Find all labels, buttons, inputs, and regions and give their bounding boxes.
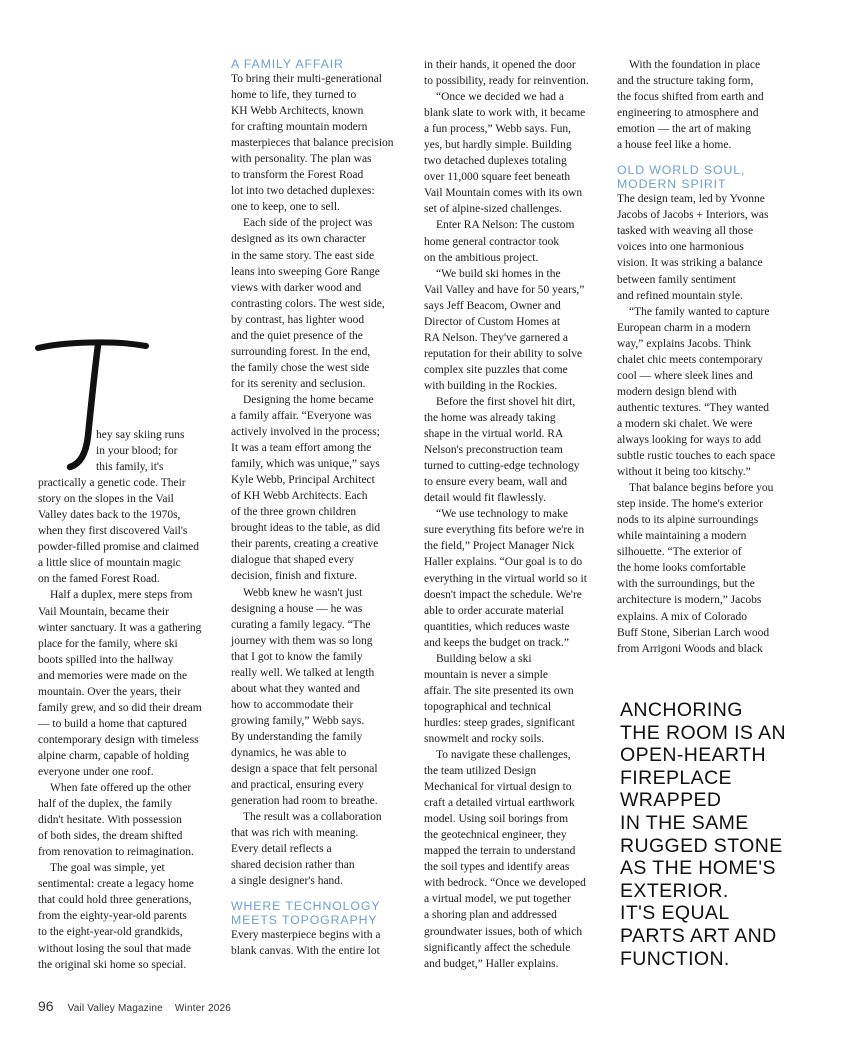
text-line: The goal was simple, yet <box>50 862 165 875</box>
text-line: designing a house — he was <box>231 602 363 615</box>
text-line: by contrast, has lighter wood <box>231 313 365 326</box>
text-line: of both sides, the dream shifted <box>38 830 183 843</box>
text-line: a house feel like a home. <box>617 139 732 152</box>
text-line: quantities, which reduces waste <box>424 620 570 633</box>
text-line: engineering to atmosphere and <box>617 107 759 120</box>
text-line: Haller explains. “Our goal is to do <box>424 556 583 569</box>
page-number: 96 <box>38 998 54 1014</box>
text-line: says Jeff Beacom, Owner and <box>424 299 561 312</box>
text-line: authentic textures. “They wanted <box>617 401 769 414</box>
paragraph <box>231 585 411 810</box>
text-line: from renovation to reimagination. <box>38 846 194 859</box>
text-line: over 11,000 square feet beneath <box>424 171 571 184</box>
paragraph <box>617 57 787 153</box>
text-line: and practical, ensuring every <box>231 779 364 792</box>
text-line: By understanding the family <box>231 730 363 743</box>
column-4-text <box>617 57 787 657</box>
text-line: cool — where sleek lines and <box>617 369 753 382</box>
text-line: one to keep, one to sell. <box>231 201 340 214</box>
text-line: and the structure taking form, <box>617 75 754 88</box>
text-line: with the surroundings, but the <box>617 578 755 591</box>
text-line: always looking for ways to add <box>617 433 762 446</box>
text-line: practically a genetic code. Their <box>38 477 186 490</box>
text-line: and the quiet presence of the <box>231 329 363 342</box>
text-line: decision, finish and fixture. <box>231 570 358 583</box>
text-line: family, which was unique,” says <box>231 458 380 471</box>
text-line: architecture is modern,” Jacobs <box>617 594 762 607</box>
text-line: didn't hesitate. With possession <box>38 814 182 827</box>
text-line: craft a detailed virtual earthwork <box>424 797 575 810</box>
text-line: the home looks comfortable <box>617 562 746 575</box>
text-line: home to life, they turned to <box>231 89 357 102</box>
text-line: their parents, creating a creative <box>231 538 379 551</box>
text-line: in their hands, it opened the door <box>424 59 576 71</box>
text-line: emotion — the art of making <box>617 123 751 136</box>
text-line: European charm in a modern <box>617 321 751 334</box>
pull-quote-line: ANCHORING <box>620 699 743 721</box>
text-line: doesn't impact the schedule. We're <box>424 588 582 601</box>
paragraph <box>231 927 411 959</box>
text-line: the team utilized Design <box>424 765 537 778</box>
text-line: topographical and technical <box>424 700 552 713</box>
text-line: the home was already taking <box>424 412 556 425</box>
pull-quote-line: EXTERIOR. <box>620 879 729 902</box>
text-line: silhouette. “The exterior of <box>617 546 742 559</box>
text-line: To navigate these challenges, <box>436 749 571 762</box>
pull-quote-line: OPEN-HEARTH <box>620 744 766 767</box>
text-line: everyone under one roof. <box>38 765 154 778</box>
text-line: “The family wanted to capture <box>629 305 770 318</box>
paragraph <box>231 809 411 889</box>
text-line: on the ambitious project. <box>424 251 539 264</box>
text-line: It was a team effort among the <box>231 442 372 455</box>
text-line: the original ski home so special. <box>38 958 187 971</box>
heading-line: OLD WORLD SOUL, <box>617 163 746 178</box>
text-line: — to build a home that captured <box>38 717 187 730</box>
text-line: contemporary design with timeless <box>38 733 199 746</box>
text-line: the focus shifted from earth and <box>617 91 764 104</box>
text-line: a modern ski chalet. We were <box>617 417 753 430</box>
intro-paragraph <box>38 427 218 587</box>
text-line: Vail Mountain comes with its own <box>424 187 583 200</box>
text-line: powder-filled promise and claimed <box>38 541 200 554</box>
text-line: “We build ski homes in the <box>436 267 561 280</box>
text-line: a single designer's hand. <box>231 875 343 888</box>
text-line: boots spilled into the hallway <box>38 653 174 666</box>
magazine-name: Vail Valley Magazine <box>67 1003 163 1014</box>
text-line: a shoring plan and addressed <box>424 909 557 922</box>
text-line: masterpieces that balance precision <box>231 137 394 150</box>
text-line: and memories were made on the <box>38 669 188 682</box>
column-4-block-2 <box>617 191 787 656</box>
text-line: Every detail reflects a <box>231 843 332 856</box>
text-line: tasked with weaving all those <box>617 225 754 238</box>
text-line: winter sanctuary. It was a gathering <box>38 621 202 634</box>
text-line: this family, it's <box>96 461 164 474</box>
text-line: Valley dates back to the 1970s, <box>38 509 181 522</box>
text-line: the field,” Project Manager Nick <box>424 540 575 553</box>
heading-where-technology-meets-topography <box>231 899 411 927</box>
text-line: and keeps the budget on track.” <box>424 636 569 649</box>
text-line: designed as its own character <box>231 233 366 246</box>
text-line: yes, but hardly simple. Building <box>424 139 572 152</box>
paragraph <box>424 217 604 265</box>
column-1-paragraphs <box>38 587 218 972</box>
text-line: sure everything fits before we're in <box>424 524 585 537</box>
text-line: groundwater issues, both of which <box>424 925 583 938</box>
text-line: hey say skiing runs <box>96 429 185 441</box>
pull-quote <box>620 699 830 970</box>
paragraph <box>617 191 787 303</box>
text-line: brought ideas to the table, as did <box>231 522 381 535</box>
column-4-block-1 <box>617 57 787 153</box>
text-line: way,” explains Jacobs. Think <box>617 337 752 350</box>
pull-quote-line: IN THE SAME <box>620 811 749 834</box>
text-line: dialogue that shaped every <box>231 554 354 567</box>
text-line: about what they wanted and <box>231 682 361 695</box>
text-line: a fun process,” Webb says. Fun, <box>424 123 572 136</box>
column-2-text <box>231 57 411 959</box>
text-line: hurdles: steep grades, significant <box>424 716 575 729</box>
text-line: while maintaining a modern <box>617 530 747 543</box>
text-line: to transform the Forest Road <box>231 169 364 182</box>
text-line: Enter RA Nelson: The custom <box>436 219 575 232</box>
text-line: in your blood; for <box>96 445 178 458</box>
paragraph <box>38 860 218 972</box>
text-line: shared decision rather than <box>231 859 355 872</box>
text-line: everything in the virtual world so it <box>424 572 587 585</box>
text-line: voices into one harmonious <box>617 241 744 254</box>
text-line: the family chose the west side <box>231 361 370 374</box>
text-line: lot into two detached duplexes: <box>231 185 375 198</box>
text-line: “We use technology to make <box>436 508 568 521</box>
text-line: without it being too kitschy.” <box>617 466 751 479</box>
text-line: between family sentiment <box>617 273 736 286</box>
text-line: family grew, and so did their dream <box>38 701 202 714</box>
text-line: a family affair. “Everyone was <box>231 409 372 422</box>
pull-quote-line: WRAPPED <box>620 789 722 812</box>
text-line: place for the family, where ski <box>38 637 178 650</box>
text-line: With the foundation in place <box>629 59 761 71</box>
text-line: To bring their multi-generational <box>231 73 382 85</box>
heading-line: MEETS TOPOGRAPHY <box>231 913 378 928</box>
text-line: affair. The site presented its own <box>424 684 574 697</box>
heading-line: A FAMILY AFFAIR <box>231 57 344 71</box>
text-line: with bedrock. “Once we developed <box>424 877 586 890</box>
heading-old-world-soul-modern-spirit <box>617 163 787 191</box>
paragraph <box>617 480 787 657</box>
text-line: Jacobs of Jacobs + Interiors, was <box>617 209 769 222</box>
text-line: views with darker wood and <box>231 281 362 294</box>
paragraph <box>38 780 218 860</box>
paragraph <box>38 587 218 780</box>
text-line: with building in the Rockies. <box>424 379 558 392</box>
text-line: to the eight-year-old grandkids, <box>38 926 183 939</box>
text-line: alpine charm, capable of holding <box>38 749 190 762</box>
text-line: Designing the home became <box>243 393 374 406</box>
text-line: Each side of the project was <box>243 217 373 230</box>
text-line: a virtual model, we put together <box>424 893 571 906</box>
text-line: Vail Valley and have for 50 years,” <box>424 283 585 296</box>
text-line: Building below a ski <box>436 652 532 665</box>
pull-quote-line: AS THE HOME'S <box>620 857 776 880</box>
paragraph <box>231 71 411 215</box>
paragraph <box>424 394 604 506</box>
text-line: journey with them was so long <box>231 634 373 647</box>
paragraph <box>424 57 604 89</box>
text-line: Director of Custom Homes at <box>424 315 561 328</box>
text-line: That balance begins before you <box>629 482 774 495</box>
column-2-block-1 <box>231 71 411 889</box>
text-line: that I got to know the family <box>231 650 363 663</box>
column-1-text <box>38 427 218 973</box>
text-line: growing family,” Webb says. <box>231 714 365 727</box>
paragraph <box>231 392 411 585</box>
text-line: for crafting mountain modern <box>231 121 368 134</box>
text-line: a little slice of mountain magic <box>38 557 181 570</box>
pull-quote-line: IT'S EQUAL <box>620 902 730 925</box>
text-line: without losing the soul that made <box>38 942 191 955</box>
column-2-block-2 <box>231 927 411 959</box>
text-line: generation had room to breathe. <box>231 795 378 808</box>
text-line: reputation for their ability to solve <box>424 347 583 360</box>
pull-quote-line: RUGGED STONE <box>620 834 783 857</box>
text-line: significantly affect the schedule <box>424 941 571 954</box>
heading-line: WHERE TECHNOLOGY <box>231 899 381 914</box>
text-line: Every masterpiece begins with a <box>231 929 381 942</box>
text-line: subtle rustic touches to each space <box>617 450 776 463</box>
text-line: set of alpine-sized challenges. <box>424 203 562 216</box>
text-line: Vail Mountain, became their <box>38 605 169 618</box>
paragraph <box>231 215 411 392</box>
text-line: the soil types and identify areas <box>424 861 570 874</box>
pull-quote-line: FUNCTION. <box>620 947 730 970</box>
text-line: Webb knew he wasn't just <box>243 586 363 599</box>
text-line: When fate offered up the other <box>50 782 192 795</box>
text-line: really well. We talked at length <box>231 666 375 679</box>
text-line: able to order accurate material <box>424 604 564 617</box>
text-line: turned to cutting-edge technology <box>424 460 580 473</box>
text-line: Half a duplex, mere steps from <box>50 589 193 602</box>
text-line: Buff Stone, Siberian Larch wood <box>617 626 770 639</box>
text-line: complex site puzzles that come <box>424 363 568 376</box>
paragraph <box>424 651 604 747</box>
text-line: home general contractor took <box>424 235 560 248</box>
text-line: The design team, led by Yvonne <box>617 193 765 206</box>
text-line: and budget,” Haller explains. <box>424 957 559 970</box>
text-line: of the three grown children <box>231 506 357 519</box>
text-line: two detached duplexes totaling <box>424 155 567 168</box>
text-line: mountain is never a simple <box>424 668 548 681</box>
text-line: that was rich with meaning. <box>231 827 359 840</box>
paragraph <box>617 304 787 481</box>
paragraph <box>424 747 604 972</box>
text-line: “Once we decided we had a <box>436 91 565 104</box>
text-line: of KH Webb Architects. Each <box>231 490 368 503</box>
text-line: detail would fit flawlessly. <box>424 492 546 505</box>
text-line: snowmelt and rocky soils. <box>424 732 545 745</box>
text-line: mountain. Over the years, their <box>38 685 182 698</box>
text-line: on the famed Forest Road. <box>38 573 160 586</box>
text-line: nods to its alpine surroundings <box>617 514 759 527</box>
text-line: Nelson's preconstruction team <box>424 444 563 457</box>
text-line: that could hold three generations, <box>38 894 192 907</box>
text-line: to ensure every beam, wall and <box>424 476 568 489</box>
text-line: story on the slopes in the Vail <box>38 493 174 506</box>
issue-date: Winter 2026 <box>174 1003 232 1014</box>
text-line: and refined mountain style. <box>617 289 743 302</box>
text-line: with personality. The plan was <box>231 153 372 166</box>
text-line: model. Using soil borings from <box>424 813 569 826</box>
text-line: blank canvas. With the entire lot <box>231 945 380 958</box>
pull-quote-line: THE ROOM IS AN <box>620 721 786 744</box>
text-line: leans into sweeping Gore Range <box>231 265 380 278</box>
text-line: vision. It was striking a balance <box>617 257 763 270</box>
text-line: design a space that felt personal <box>231 763 378 776</box>
text-line: shape in the virtual world. RA <box>424 428 564 441</box>
column-3-text <box>424 57 604 972</box>
text-line: curating a family legacy. “The <box>231 618 371 631</box>
text-line: KH Webb Architects, known <box>231 105 364 118</box>
text-line: The result was a collaboration <box>243 811 382 824</box>
text-line: Before the first shovel hit dirt, <box>436 395 576 408</box>
text-line: step inside. The home's exterior <box>617 498 763 511</box>
text-line: half of the duplex, the family <box>38 798 173 811</box>
text-line: Kyle Webb, Principal Architect <box>231 474 375 487</box>
text-line: surrounding forest. In the end, <box>231 345 371 358</box>
text-line: from Arrigoni Woods and black <box>617 642 763 655</box>
paragraph <box>424 266 604 394</box>
text-line: chalet chic meets contemporary <box>617 353 763 366</box>
page-footer <box>38 998 231 1014</box>
text-line: to possibility, ready for reinvention. <box>424 75 589 88</box>
pull-quote-line: PARTS ART AND <box>620 924 777 947</box>
text-line: in the same story. The east side <box>231 249 375 262</box>
text-line: from the eighty-year-old parents <box>38 910 187 923</box>
text-line: mapped the terrain to understand <box>424 845 576 858</box>
text-line: actively involved in the process; <box>231 426 380 439</box>
text-line: Mechanical for virtual design to <box>424 781 572 794</box>
paragraph <box>424 506 604 650</box>
text-line: contrasting colors. The west side, <box>231 297 385 310</box>
heading-a-family-affair <box>231 57 411 71</box>
text-line: explains. A mix of Colorado <box>617 610 748 623</box>
text-line: sentimental: create a legacy home <box>38 878 194 891</box>
text-line: RA Nelson. They've garnered a <box>424 331 568 344</box>
text-line: how to accommodate their <box>231 698 354 711</box>
text-line: blank slate to work with, it became <box>424 107 586 120</box>
text-line: dynamics, he was able to <box>231 746 347 759</box>
text-line: the geotechnical engineer, they <box>424 829 567 842</box>
text-line: for its serenity and seclusion. <box>231 377 366 390</box>
text-line: when they first discovered Vail's <box>38 525 188 538</box>
heading-line: MODERN SPIRIT <box>617 177 727 192</box>
text-line: modern design blend with <box>617 385 737 398</box>
paragraph <box>424 89 604 217</box>
pull-quote-line: FIREPLACE <box>620 766 732 789</box>
